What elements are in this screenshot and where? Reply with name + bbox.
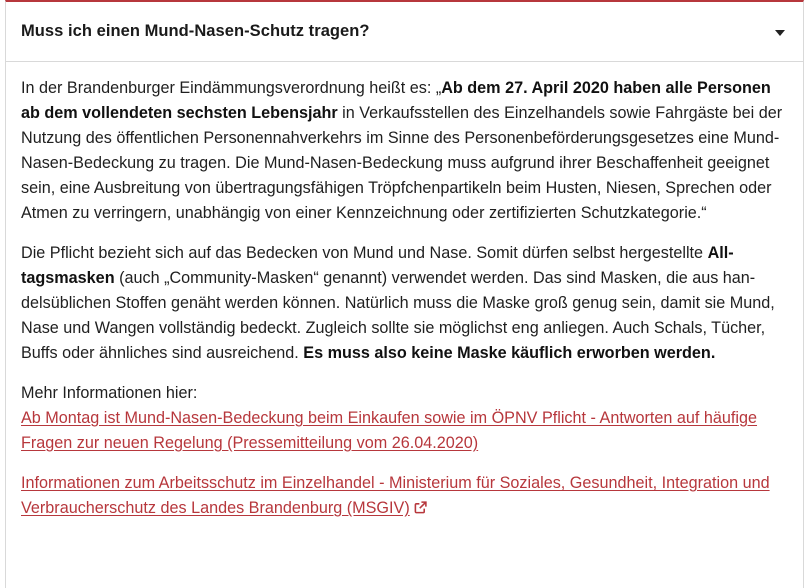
paragraph2-bold-1: Alltagsmasken: [21, 244, 734, 287]
paragraph2-bold-2: Es muss also keine Maske käuflich erworben werden.: [303, 344, 716, 362]
paragraph-regulation-quote: [21, 76, 783, 226]
second-link-block: [21, 471, 783, 521]
accordion-body: [6, 62, 803, 521]
more-info-block: [21, 381, 783, 456]
paragraph1-text-1: In der Brandenburger Eindämmungsverordnung heißt es: „: [21, 79, 442, 97]
paragraph-mask-explanation: [21, 241, 783, 366]
accordion-header[interactable]: [6, 2, 803, 62]
faq-accordion: [5, 0, 804, 588]
paragraph1-bold-1: Ab dem 27. April 2020 haben alle Personen ab dem vollendeten sechsten Lebensjahr: [21, 79, 771, 122]
msgiv-info-link[interactable]: [21, 474, 770, 517]
press-release-link[interactable]: Ab Montag ist Mund-Nasen-Bedeckung beim Einkaufen sowie im ÖPNV Pflicht - Antworten auf häufige Fragen zur neuen Regelung (Pressemitteilung vom 26.04.2020): [21, 409, 758, 452]
paragraph2-text-1: Die Pflicht bezieht sich auf das Bedecken von Mund und Nase. Somit dürfen selbst hergestellte: [21, 244, 708, 262]
more-info-label: Mehr Informationen hier:: [21, 384, 198, 402]
paragraph1-text-2: in Verkaufsstellen des Einzelhandels sowie Fahrgäste bei der Nutzung des öffentlichen Personennahverkehrs im Sinne des Personenbeförderungsgesetzes eine Mund-Nasen-Bedeckung zu tragen. Die Mund-Nasen-Bedeckung muss aufgrund ihrer Beschaffenheit geeignet sein, eine Ausbreitung von übertragungsfähigen Tröpfchenpartikeln beim Husten, Niesen, Sprechen oder Atmen zu verringern, unabhängig von einer Kennzeichnung oder zertifizierten Schutzkategorie.“: [21, 104, 783, 222]
external-link-icon: [414, 501, 427, 514]
chevron-down-icon[interactable]: [775, 30, 785, 36]
accordion-title: Muss ich einen Mund-Nasen-Schutz tragen?: [21, 22, 370, 40]
msgiv-info-link-text: Informationen zum Arbeitsschutz im Einzelhandel - Ministerium für Soziales, Gesundheit, Integration und Verbraucherschutz des Landes Brandenburg (MSGIV): [21, 474, 770, 517]
paragraph2-text-2: (auch „Community-Masken“ genannt) verwendet werden. Das sind Masken, die aus handelsüblichen Stoffen genäht werden können. Natürlich muss die Maske groß genug sein, damit sie Mund, Nase und Wangen vollständig bedeckt. Zugleich sollte sie möglichst eng anliegen. Auch Schals, Tücher, Buffs oder ähnliches sind ausreichend.: [21, 269, 775, 362]
